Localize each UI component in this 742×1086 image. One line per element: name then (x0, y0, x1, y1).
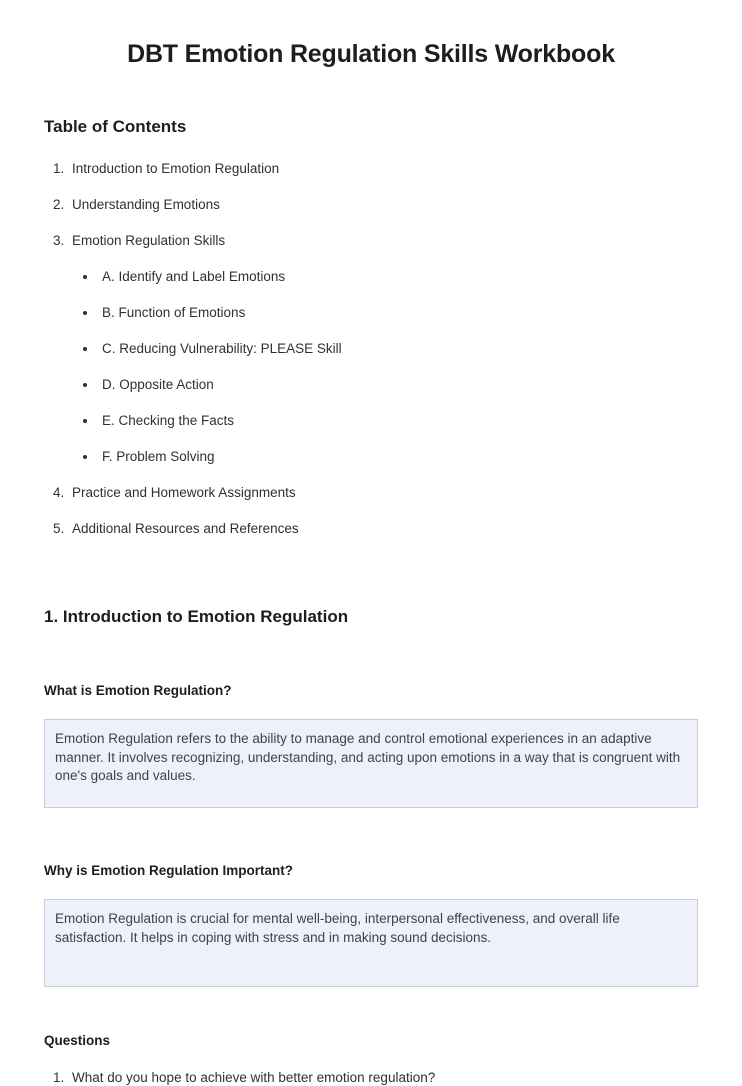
table-of-contents-list (0, 160, 742, 537)
toc-subitem[interactable] (98, 412, 698, 429)
question-item-label: What do you hope to achieve with better emotion regulation? (72, 1070, 436, 1085)
toc-item[interactable] (68, 520, 698, 537)
toc-subitem-label: D. Opposite Action (102, 377, 214, 392)
toc-sublist (72, 268, 698, 465)
toc-item-label: Understanding Emotions (72, 197, 220, 212)
page-title: DBT Emotion Regulation Skills Workbook (127, 40, 615, 68)
question-item (68, 1069, 698, 1086)
toc-item-label: Introduction to Emotion Regulation (72, 161, 280, 176)
toc-subitem[interactable] (98, 376, 698, 393)
toc-subitem[interactable] (98, 448, 698, 465)
questions-list (0, 1069, 742, 1086)
toc-subitem[interactable] (98, 268, 698, 285)
prompt-why-is-emotion-regulation-important: Why is Emotion Regulation Important? (44, 863, 293, 878)
prompt-what-is-emotion-regulation: What is Emotion Regulation? (44, 683, 232, 698)
toc-subitem-label: F. Problem Solving (102, 449, 215, 464)
toc-subitem-label: B. Function of Emotions (102, 305, 246, 320)
toc-subitem-label: A. Identify and Label Emotions (102, 269, 286, 284)
answer-box-why-is-emotion-regulation-important[interactable]: Emotion Regulation is crucial for mental well-being, interpersonal effectiveness, and overall life satisfaction. It helps in coping with stress and in making sound decisions. (44, 899, 698, 987)
toc-item[interactable] (68, 160, 698, 177)
table-of-contents-heading: Table of Contents (44, 117, 187, 136)
toc-subitem[interactable] (98, 304, 698, 321)
toc-item-label: Additional Resources and References (72, 521, 299, 536)
questions-heading: Questions (44, 1033, 111, 1048)
section-heading-introduction: 1. Introduction to Emotion Regulation (44, 607, 349, 626)
toc-item[interactable] (68, 232, 698, 465)
toc-item[interactable] (68, 484, 698, 501)
toc-item[interactable] (68, 196, 698, 213)
toc-subitem-label: E. Checking the Facts (102, 413, 235, 428)
answer-box-what-is-emotion-regulation[interactable]: Emotion Regulation refers to the ability to manage and control emotional experiences in an adaptive manner. It involves recognizing, understanding, and acting upon emotions in a way that is congruent with one's goals and values. (44, 719, 698, 808)
toc-subitem-label: C. Reducing Vulnerability: PLEASE Skill (102, 341, 342, 356)
toc-subitem[interactable] (98, 340, 698, 357)
toc-item-label: Emotion Regulation Skills (72, 233, 226, 248)
toc-item-label: Practice and Homework Assignments (72, 485, 296, 500)
